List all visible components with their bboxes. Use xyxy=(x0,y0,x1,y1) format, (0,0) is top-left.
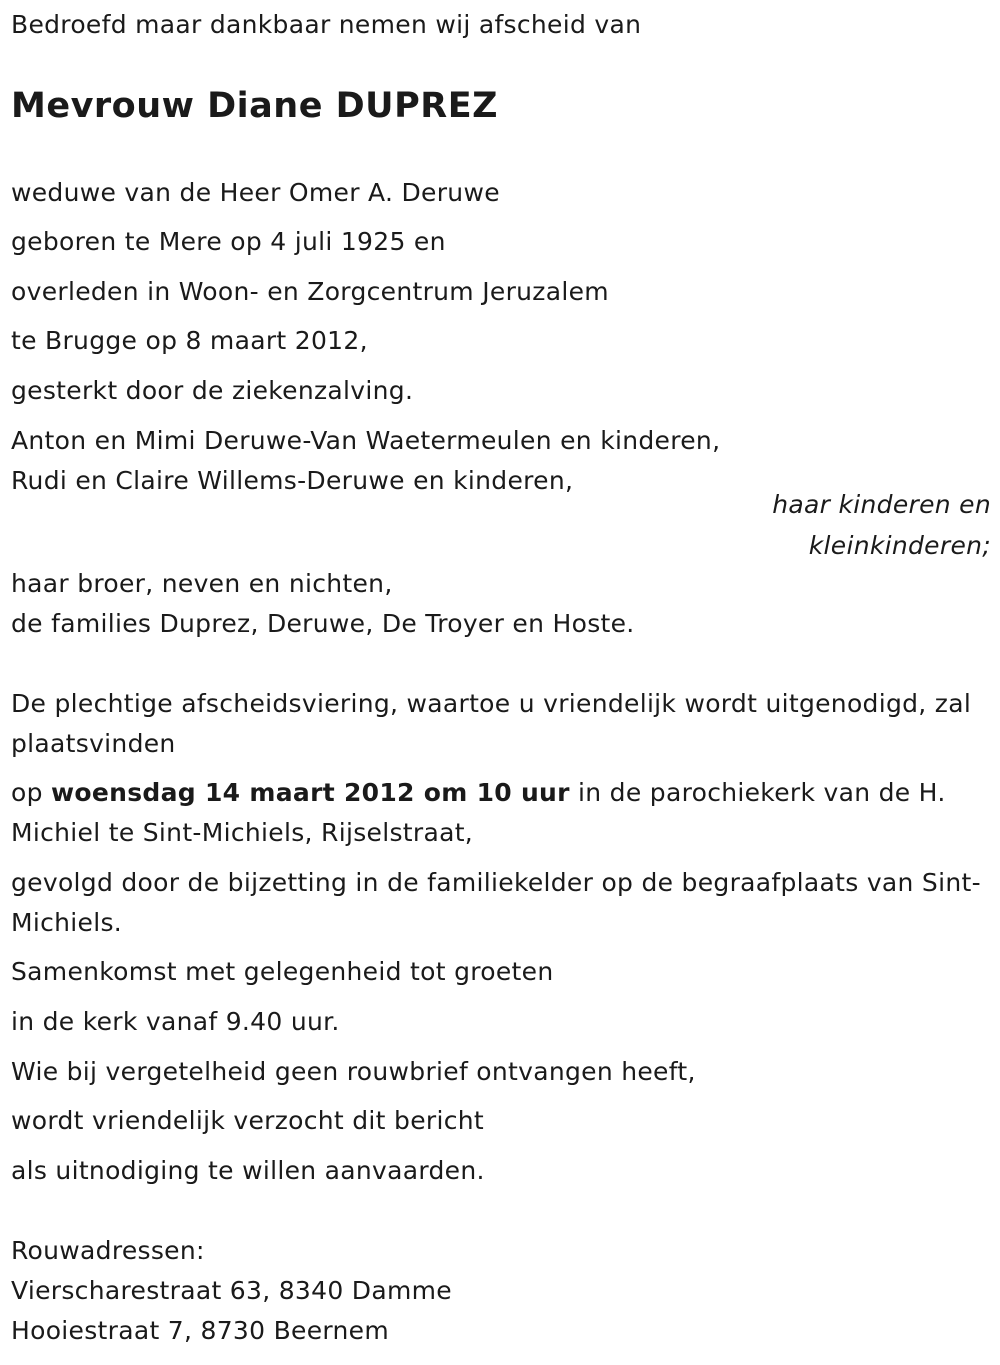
intro-text: Bedroefd maar dankbaar nemen wij afscheid van xyxy=(11,10,642,39)
children-note xyxy=(11,484,991,566)
notice-line: Wie bij vergetelheid geen rouwbrief ontvangen heeft, xyxy=(11,1057,696,1086)
detail-line: te Brugge op 8 maart 2012, xyxy=(11,326,368,355)
family-line: de families Duprez, Deruwe, De Troyer en Hoste. xyxy=(11,609,635,638)
ceremony-burial: gevolgd door de bijzetting in de familiekelder op de begraafplaats van Sint-Michiels. xyxy=(11,868,981,937)
gathering-line: Samenkomst met gelegenheid tot groeten xyxy=(11,957,554,986)
address-line: Hooiestraat 7, 8730 Beernem xyxy=(11,1316,390,1345)
ceremony-date-bold: woensdag 14 maart 2012 om 10 uur xyxy=(51,778,570,807)
children-note-line: kleinkinderen; xyxy=(808,531,991,560)
ceremony-date-suffix: in de parochiekerk van de H. Michiel te Sint-Michiels, Rijselstraat, xyxy=(11,778,946,847)
deceased-name: Mevrouw Diane DUPREZ xyxy=(11,86,498,126)
ceremony-date-prefix: op xyxy=(11,778,52,807)
family-line: haar broer, neven en nichten, xyxy=(11,569,393,598)
address-line: Vierscharestraat 63, 8340 Damme xyxy=(11,1276,452,1305)
notice-line: wordt vriendelijk verzocht dit bericht xyxy=(11,1106,484,1135)
notice-line: als uitnodiging te willen aanvaarden. xyxy=(11,1156,485,1185)
addresses-label: Rouwadressen: xyxy=(11,1236,205,1265)
detail-line: weduwe van de Heer Omer A. Deruwe xyxy=(11,178,500,207)
gathering-line: in de kerk vanaf 9.40 uur. xyxy=(11,1007,340,1036)
children-line: Anton en Mimi Deruwe-Van Waetermeulen en kinderen, xyxy=(11,426,721,455)
detail-line: overleden in Woon- en Zorgcentrum Jeruzalem xyxy=(11,277,609,306)
ceremony-invite: De plechtige afscheidsviering, waartoe u vriendelijk wordt uitgenodigd, zal plaatsvinden xyxy=(11,689,972,758)
children-line: Rudi en Claire Willems-Deruwe en kinderen, xyxy=(11,466,574,495)
detail-line: gesterkt door de ziekenzalving. xyxy=(11,376,414,405)
ceremony-date xyxy=(11,773,986,853)
children-note-line: haar kinderen en xyxy=(772,490,991,519)
detail-line: geboren te Mere op 4 juli 1925 en xyxy=(11,227,446,256)
